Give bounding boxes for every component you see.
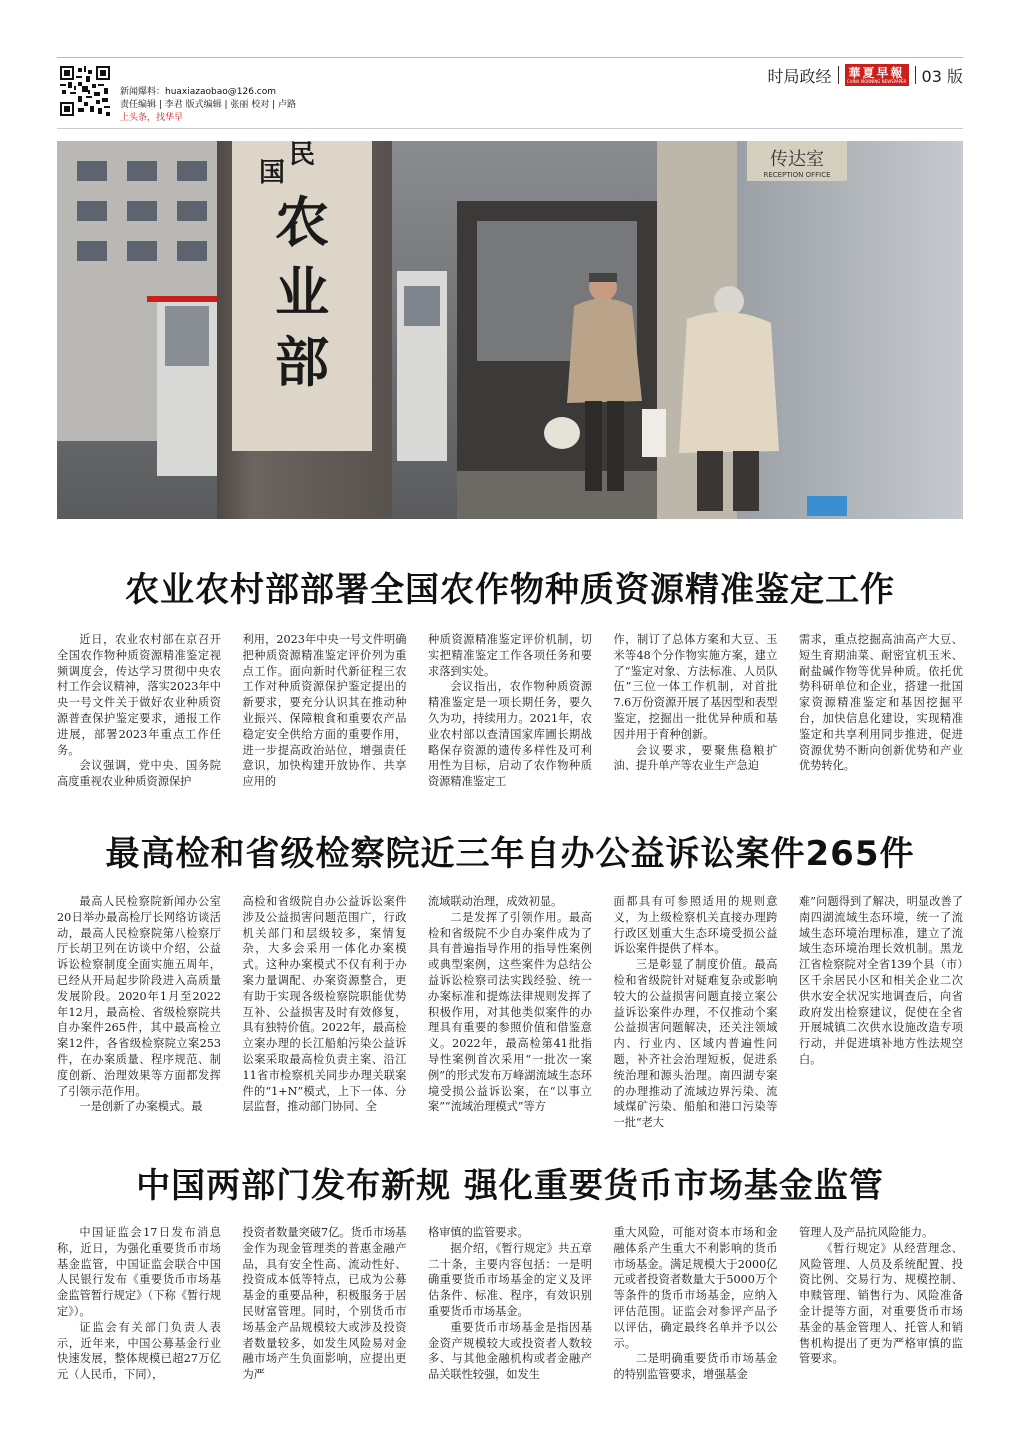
article-body	[57, 894, 963, 1131]
article-column	[57, 1225, 221, 1383]
qr-code-icon	[60, 66, 110, 116]
paragraph: 流域联动治理，成效初显。	[428, 895, 563, 908]
header-slogan: 上头条，找华早	[120, 113, 184, 123]
paragraph: 最高人民检察院新闻办公室20日举办最高检厅长网络访谈活动，最高人民检察院第八检察厅厅长胡卫列在访谈中介绍，公益诉讼检察制度全面实施五周年，已经从开局起步阶段进入高质量发展阶段。2020年1月至2022年12月，最高检、省级检察院共自办案件265件，其中最高检立案12件，各省级检察院立案253件，在办案质量、程序规范、制度创新、治理效果等方面都发挥了引领示范作用。	[57, 895, 221, 1098]
paragraph: 重要货币市场基金是指因基金资产规模较大或投资者人数较多、与其他金融机构或者金融产品关联性较强，如发生	[428, 1320, 592, 1382]
article-body	[57, 1225, 963, 1383]
article-column	[57, 632, 221, 790]
paragraph: 格审慎的监管要求。	[428, 1226, 529, 1239]
header-top-rule	[57, 57, 963, 58]
section-name: 时局政经	[767, 66, 832, 86]
editors-credit: 责任编辑 | 李君 版式编辑 | 张丽 校对 | 卢路	[120, 100, 296, 110]
article-body	[57, 632, 963, 790]
article-column	[243, 894, 407, 1131]
header-right	[768, 62, 963, 88]
article-column	[614, 632, 778, 790]
paragraph: 面都具有可参照适用的规则意义，为上级检察机关直接办理跨行政区划重大生态环境受损公益诉讼案件提供了样本。	[613, 895, 778, 956]
sign-char: 国	[258, 158, 286, 188]
logo-text: 華夏早報	[848, 65, 905, 80]
paragraph: 难”问题得到了解决，明显改善了南四湖流域生态环境，统一了流域生态环境治理标准，建立了流域生态环境治理长效机制。黑龙江省检察院对全省139个县（市）区千余居民小区和相关企业二次供水安全状况实地调查后，向省政府发出检察建议，促使在全省开展城镇二次供水设施改造专项行动，并促进填补地方性法规空白。	[799, 895, 963, 1066]
header-bottom-rule	[57, 128, 963, 129]
paragraph: 重大风险，可能对资本市场和金融体系产生重大不利影响的货币市场基金。满足规模大于2000亿元或者投资者数量大于5000万个等条件的货币市场基金，应纳入评估范围。证监会对参评产品予以评估，确定最终名单并予以公示。	[613, 1226, 778, 1350]
header-info	[120, 86, 296, 125]
paragraph: 一是创新了办案模式。最	[79, 1100, 203, 1114]
news-photo	[57, 141, 963, 519]
header-divider	[838, 66, 839, 84]
paragraph: 投资者数量突破7亿。货币市场基金作为现金管理类的普惠金融产品，具有安全性高、流动性好、投资成本低等特点，已成为公募基金的重要品种，积极服务于居民财富管理。同时，个别货币市场基金产品规模较大或涉及投资者数量较多，如发生风险易对金融市场产生负面影响，应提出更为严	[242, 1226, 407, 1382]
paragraph: 会议指出，农作物种质资源精准鉴定是一项长期任务，要久久为功，持续用力。2021年，农业农村部以查清国家库圃长期战略保存资源的遗传多样性及可利用性为目标，启动了农作物种质资源精准鉴定工	[428, 680, 592, 789]
plaque-en: RECEPTION OFFICE	[763, 171, 831, 179]
paragraph: 利用，2023年中央一号文件明确把种质资源精准鉴定评价列为重点工作。面向新时代新征程三农工作对种质资源保护鉴定提出的新要求，要充分认识其在推动种业振兴、保障粮食和重要农产品稳定安全供给方面的重要作用，进一步提高政治站位，增强责任意识，加快构建开放协作、共享应用的	[242, 633, 407, 789]
paragraph: 二是发挥了引领作用。最高检和省级院不少自办案件成为了具有普遍指导作用的指导性案例或典型案例，这些案件为总结公益诉讼检察司法实践经验、统一办案标准和提炼法律规则发挥了积极作用，对其他类似案件的办理具有重要的参照价值和借鉴意义。2022年，最高检第41批指导性案例首次采用“一批次一案例”的形式发布万峰湖流域生态环境受损公益诉讼案，在“以事立案”“流域治理模式”等方	[428, 910, 592, 1114]
sign-char: 民	[288, 141, 316, 170]
article-headline: 中国两部门发布新规 强化重要货币市场基金监管	[136, 1166, 884, 1206]
plaque-text: 传达室	[770, 149, 824, 170]
newspaper-logo	[845, 64, 909, 86]
article-column	[428, 632, 592, 790]
article-column	[428, 1225, 592, 1383]
article-column	[428, 894, 592, 1131]
logo-subtext: CHINA MORNING NEWSPAPER	[846, 78, 907, 84]
paragraph: 《暂行规定》从经营理念、风险管理、人员及系统配置、投资比例、交易行为、规模控制、申赎管理、销售行为、风险准备金计提等方面，对重要货币市场基金的基金管理人、托管人和销售机构提出了更为严格审慎的监管要求。	[799, 1241, 963, 1366]
paragraph: 高检和省级院自办公益诉讼案件涉及公益损害问题范围广，行政机关部门和层级较多，案情复杂，大多会采用一体化办案模式。这种办案模式不仅有利于办案力量调配、办案资源整合，更有助于实现各级检察院职能优势互补、公益损害及时有效修复，具有独特价值。2022年，最高检立案办理的长江船舶污染公益诉讼案采取最高检负责主案、沿江11省市检察机关同步办理关联案件的“1+N”模式，上下一体、分层监督，推动部门协同、全	[242, 895, 407, 1114]
article-column	[57, 894, 221, 1131]
article-column	[243, 1225, 407, 1383]
sign-char: 农	[275, 190, 329, 254]
paragraph: 会议要求，要聚焦稳粮扩油、提升单产等农业生产急迫	[613, 743, 778, 773]
paragraph: 需求，重点挖掘高油高产大豆、短生育期油菜、耐密宜机玉米、耐盐碱作物等优异种质。依托优势科研单位和企业，搭建一批国家资源精准鉴定和基因挖掘平台，加快信息化建设，实现精准鉴定和共享利用同步推进，促进资源优势不断向创新优势和产业优势转化。	[799, 633, 963, 773]
paragraph: 三是彰显了制度价值。最高检和省级院针对疑难复杂或影响较大的公益损害问题直接立案公益诉讼案件办理，不仅推动个案公益损害问题解决，还关注领域内、行业内、区域内普遍性问题，补齐社会治理短板，促进系统治理和源头治理。南四湖专案的办理推动了流域边界污染、流域煤矿污染、船舶和港口污染等一批“老大	[613, 958, 778, 1130]
paragraph: 管理人及产品抗风险能力。	[799, 1226, 934, 1239]
paragraph: 证监会有关部门负责人表示，近年来，中国公募基金行业快速发展，整体规模已超27万亿元（人民币，下同），	[57, 1320, 221, 1382]
sign-char: 业	[275, 260, 329, 324]
paragraph: 据介绍，《暂行规定》共五章二十条，主要内容包括：一是明确重要货币市场基金的定义及评估条件、标准、程序，有效识别重要货币市场基金。	[428, 1241, 592, 1318]
article-column	[614, 894, 778, 1131]
sign-char: 部	[275, 330, 329, 394]
paragraph: 近日，农业农村部在京召开全国农作物种质资源精准鉴定视频调度会，传达学习贯彻中央农村工作会议精神，落实2023年中央一号文件关于做好农业种质资源普查保护鉴定要求，通报工作进展，部署2023年重点工作任务。	[57, 633, 221, 757]
article-column	[799, 1225, 963, 1383]
header-divider	[915, 66, 916, 84]
article-headline: 最高检和省级检察院近三年自办公益诉讼案件265件	[105, 834, 915, 874]
paragraph: 会议强调，党中央、国务院高度重视农业种质资源保护	[57, 759, 221, 789]
article-column	[243, 632, 407, 790]
paragraph: 种质资源精准鉴定评价机制，切实把精准鉴定工作各项任务和要求落到实处。	[428, 633, 592, 678]
article-headline: 农业农村部部署全国农作物种质资源精准鉴定工作	[125, 570, 895, 610]
paragraph: 中国证监会17日发布消息称，近日，为强化重要货币市场基金监管，中国证监会联合中国人民银行发布《重要货币市场基金监管暂行规定》（下称《暂行规定》）。	[57, 1226, 221, 1318]
article-column	[799, 632, 963, 790]
page-number: 03 版	[921, 66, 963, 86]
news-tip-email[interactable]: 新闻爆料：huaxiazaobao@126.com	[120, 87, 277, 97]
article-column	[614, 1225, 778, 1383]
paragraph: 二是明确重要货币市场基金的特别监管要求，增强基金	[613, 1352, 778, 1382]
article-column	[799, 894, 963, 1131]
paragraph: 作，制订了总体方案和大豆、玉米等48个分作物实施方案，建立了“鉴定对象、方法标准、人员队伍”三位一体工作机制，对首批7.6万份资源开展了基因型和表型鉴定，挖掘出一批优异种质和基因并用于育种创新。	[613, 633, 778, 741]
